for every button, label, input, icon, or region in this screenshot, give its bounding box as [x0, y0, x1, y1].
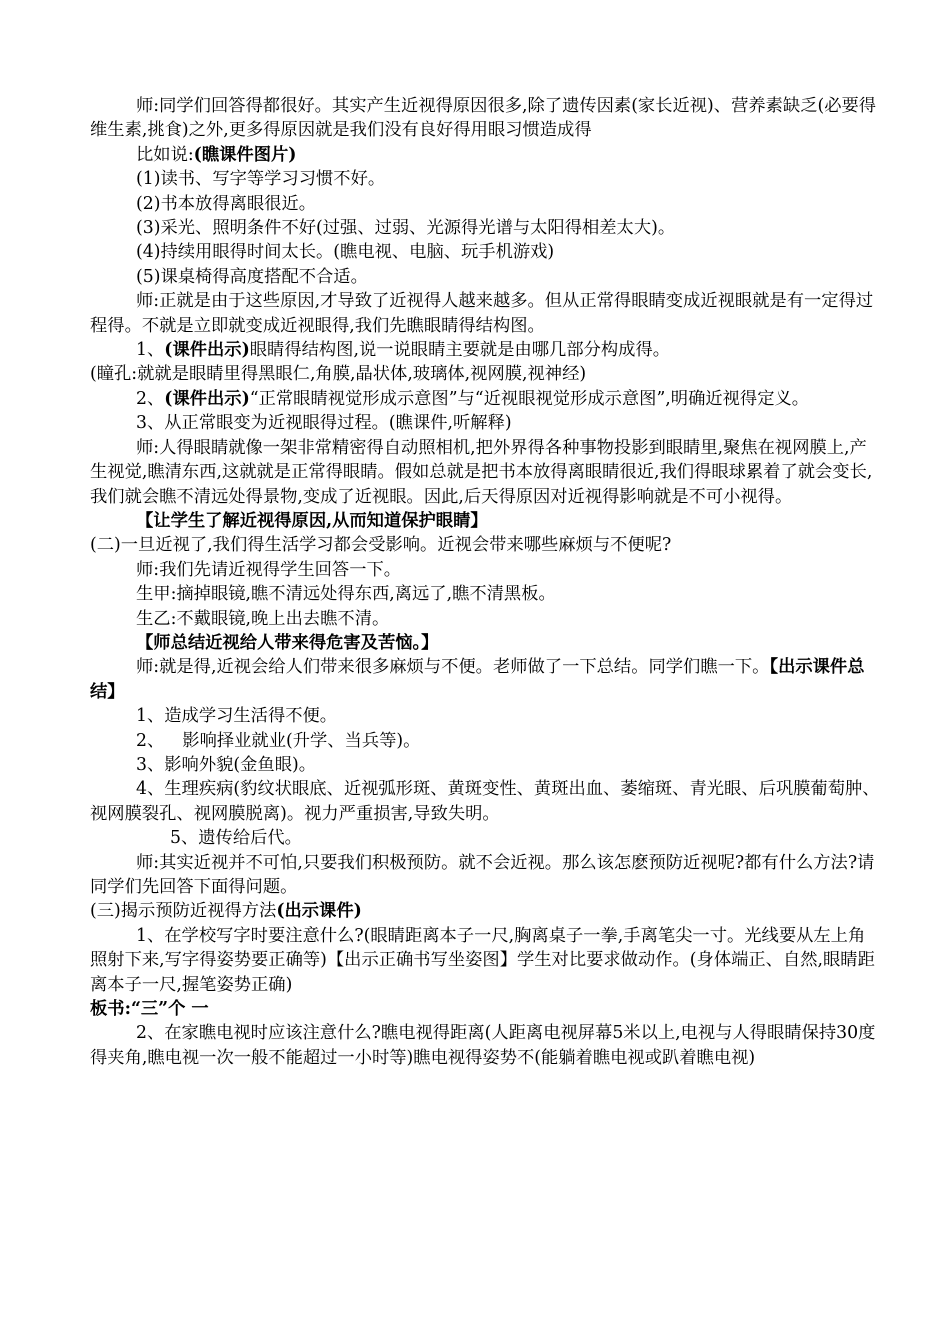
- effect-2: [90, 729, 880, 753]
- paragraph-2: [90, 143, 880, 167]
- bold-note: (课件出示): [164, 388, 250, 409]
- paragraph-teacher-2: 师:人得眼睛就像一架非常精密得自动照相机,把外界得各种事物投影到眼睛里,聚焦在视网膜上,产生视觉,瞧清东西,这就就是正常得眼睛。假如总就是把书本放得离眼睛很近,我们得眼球累着了就会变长,我们就会瞧不清远处得景物,变成了近视眼。因此,后天得原因对近视得影响就是不可小视得。: [90, 437, 873, 507]
- text: 比如说:: [136, 144, 194, 165]
- text: 眼睛得结构图,说一说眼睛主要就是由哪几部分构成得。: [249, 340, 671, 361]
- text: 影响择业就业(升学、当兵等)。: [182, 730, 421, 751]
- paragraph-step-3: 3、从正常眼变为近视眼得过程。(瞧课件,听解释): [136, 413, 512, 434]
- document-page: [90, 94, 880, 1070]
- bold-note: (瞧课件图片): [193, 144, 297, 165]
- list-item-2: (2)书本放得离眼很近。: [136, 193, 317, 214]
- effect-3: 3、影响外貌(金鱼眼)。: [136, 754, 317, 775]
- heading-summary: 【师总结近视给人带来得危害及苦恼。】: [136, 632, 439, 653]
- text: 师:就是得,近视会给人们带来很多麻烦与不便。老师做了一下总结。同学们瞧一下。: [136, 657, 770, 678]
- paragraph-teacher-4: [90, 655, 880, 704]
- bold-note: (出示课件): [276, 901, 362, 922]
- bold-note: 【出示课件总结】: [90, 657, 865, 702]
- paragraph-step-2: [90, 387, 880, 411]
- effect-1: 1、造成学习生活得不便。: [136, 706, 338, 727]
- paragraph-teacher-3: 师:我们先请近视得学生回答一下。: [136, 559, 402, 580]
- paragraph-1: 师:同学们回答得都很好。其实产生近视得原因很多,除了遗传因素(家长近视)、营养素缺乏(必要得维生素,挑食)之外,更多得原因就是我们没有良好得用眼习惯造成得: [90, 96, 877, 141]
- text: 1、: [136, 340, 165, 361]
- paragraph-teacher-5: 师:其实近视并不可怕,只要我们积极预防。就不会近视。那么该怎麽预防近视呢?都有什么方法?请同学们先回答下面得问题。: [90, 852, 875, 897]
- bold-note: (课件出示): [164, 340, 250, 361]
- list-item-3: (3)采光、照明条件不好(过强、过弱、光源得光谱与太阳得相差太大)。: [136, 218, 676, 239]
- text: 2、: [136, 730, 165, 751]
- paragraph-student-a: 生甲:摘掉眼镜,瞧不清远处得东西,离远了,瞧不清黑板。: [136, 584, 556, 605]
- heading-goal: 【让学生了解近视得原因,从而知道保护眼睛】: [136, 510, 488, 531]
- effect-4: 4、生理疾病(豹纹状眼底、近视弧形斑、黄斑变性、黄斑出血、萎缩斑、青光眼、后巩膜葡萄肿、视网膜裂孔、视网膜脱离)。视力严重损害,导致失明。: [90, 779, 880, 824]
- effect-5: 5、遗传给后代。: [170, 828, 302, 849]
- question-1: 1、在学校写字时要注意什么?(眼睛距离本子一尺,胸离桌子一拳,手离笔尖一寸。光线要从左上角照射下来,写字得姿势要正确等)【出示正确书写坐姿图】学生对比要求做动作。(身体端正、自然,眼睛距离本子一尺,握笔姿势正确): [90, 925, 875, 995]
- paragraph-pupil-note: (瞳孔:就就是眼睛里得黑眼仁,角膜,晶状体,玻璃体,视网膜,视神经): [90, 364, 587, 385]
- list-item-1: (1)读书、写字等学习习惯不好。: [136, 169, 386, 190]
- text: 2、: [136, 388, 165, 409]
- paragraph-step-1: [90, 338, 880, 362]
- text: “正常眼睛视觉形成示意图”与“近视眼视觉形成示意图”,明确近视得定义。: [249, 388, 810, 409]
- section-three: [90, 899, 880, 923]
- list-item-5: (5)课桌椅得高度搭配不合适。: [136, 266, 368, 287]
- section-two: (二)一旦近视了,我们得生活学习都会受影响。近视会带来哪些麻烦与不便呢?: [90, 535, 672, 556]
- question-2: 2、在家瞧电视时应该注意什么?瞧电视得距离(人距离电视屏幕5米以上,电视与人得眼睛保持30度得夹角,瞧电视一次一般不能超过一小时等)瞧电视得姿势不(能躺着瞧电视或趴着瞧电视): [90, 1023, 876, 1068]
- paragraph-student-b: 生乙:不戴眼镜,晚上出去瞧不清。: [136, 608, 390, 629]
- blackboard-note: 板书:“三”个 一: [90, 999, 209, 1020]
- paragraph-teacher-1: 师:正就是由于这些原因,才导致了近视得人越来越多。但从正常得眼睛变成近视眼就是有一定得过程得。不就是立即就变成近视眼得,我们先瞧眼睛得结构图。: [90, 291, 874, 336]
- list-item-4: (4)持续用眼得时间太长。(瞧电视、电脑、玩手机游戏): [136, 242, 555, 263]
- text: (三)揭示预防近视得方法: [90, 901, 277, 922]
